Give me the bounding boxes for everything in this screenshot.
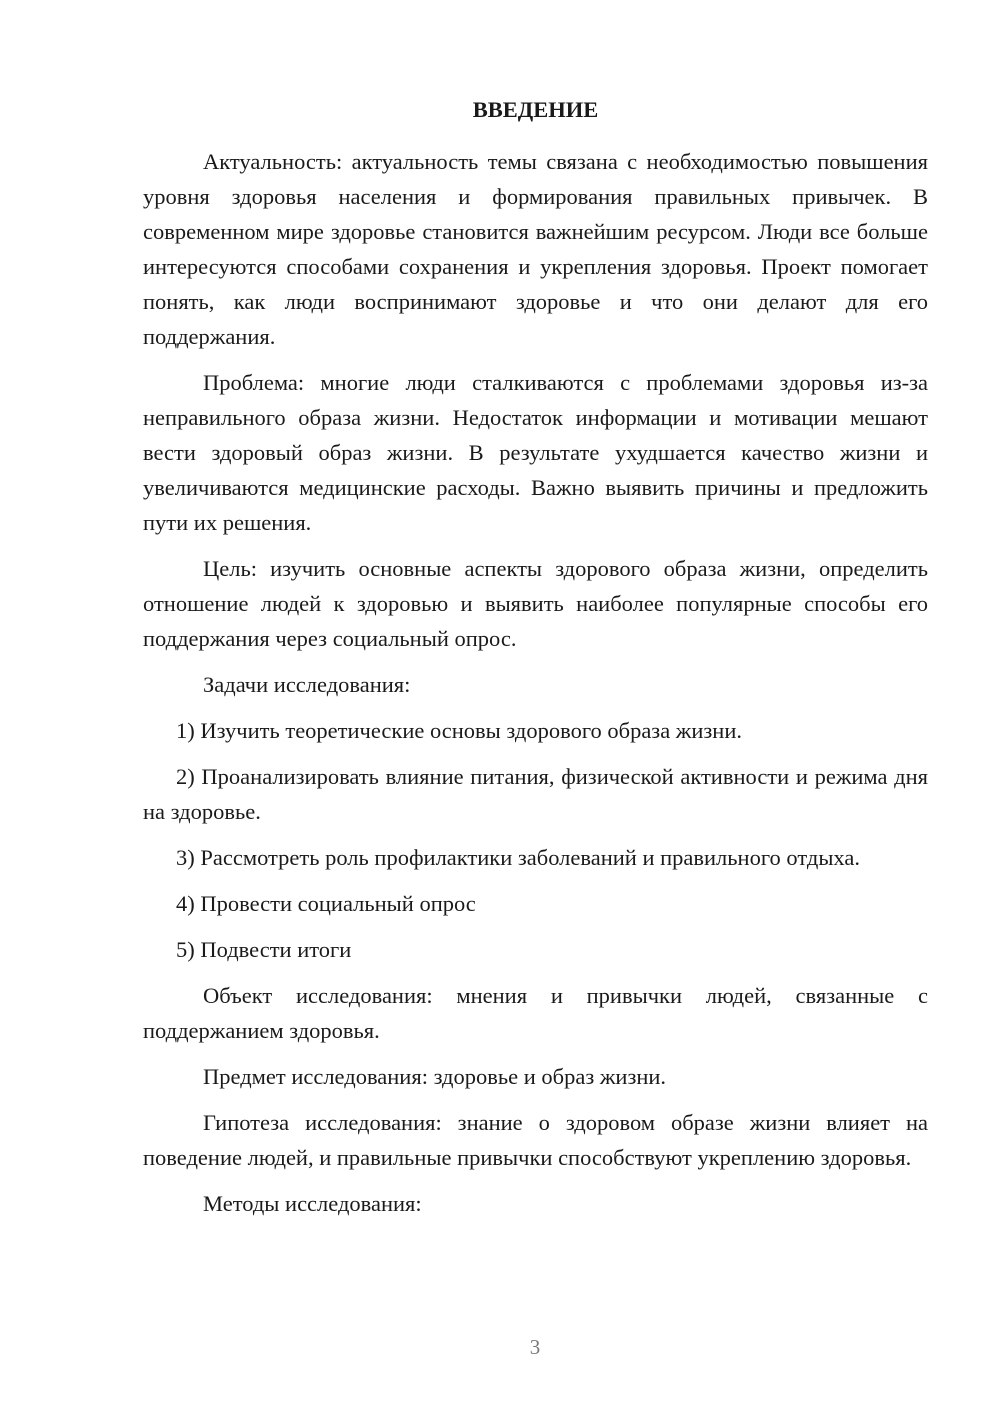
goal-paragraph: Цель: изучить основные аспекты здорового образа жизни, определить отношение людей к здоровью и выявить наиболее популярные способы его поддержания через социальный опрос. [143, 556, 928, 651]
document-page [143, 92, 928, 1232]
task-item-1: 1) Изучить теоретические основы здорового образа жизни. [176, 718, 742, 743]
hypothesis-paragraph: Гипотеза исследования: знание о здоровом образе жизни влияет на поведение людей, и правильные привычки способствуют укреплению здоровья. [143, 1110, 928, 1170]
problem-paragraph: Проблема: многие люди сталкиваются с проблемами здоровья из-за неправильного образа жизни. Недостаток информации и мотивации мешают вести здоровый образ жизни. В результате ухудшается качество жизни и увеличиваются медицинские расходы. Важно выявить причины и предложить пути их решения. [143, 370, 928, 535]
section-title: ВВЕДЕНИЕ [472, 97, 599, 122]
task-item-3: 3) Рассмотреть роль профилактики заболеваний и правильного отдыха. [176, 845, 860, 870]
relevance-paragraph: Актуальность: актуальность темы связана с необходимостью повышения уровня здоровья населения и формирования правильных привычек. В современном мире здоровье становится важнейшим ресурсом. Люди все больше интересуются способами сохранения и укрепления здоровья. Проект помогает понять, как люди воспринимают здоровье и что они делают для его поддержания. [143, 149, 928, 349]
task-item-4: 4) Провести социальный опрос [176, 891, 476, 916]
object-paragraph: Объект исследования: мнения и привычки людей, связанные с поддержанием здоровья. [143, 983, 928, 1043]
task-item-5: 5) Подвести итоги [176, 937, 352, 962]
subject-paragraph: Предмет исследования: здоровье и образ жизни. [203, 1064, 667, 1089]
tasks-heading: Задачи исследования: [203, 672, 411, 697]
methods-heading: Методы исследования: [203, 1191, 422, 1216]
page-number: 3 [529, 1335, 541, 1359]
task-item-2: 2) Проанализировать влияние питания, физической активности и режима дня на здоровье. [143, 764, 928, 824]
